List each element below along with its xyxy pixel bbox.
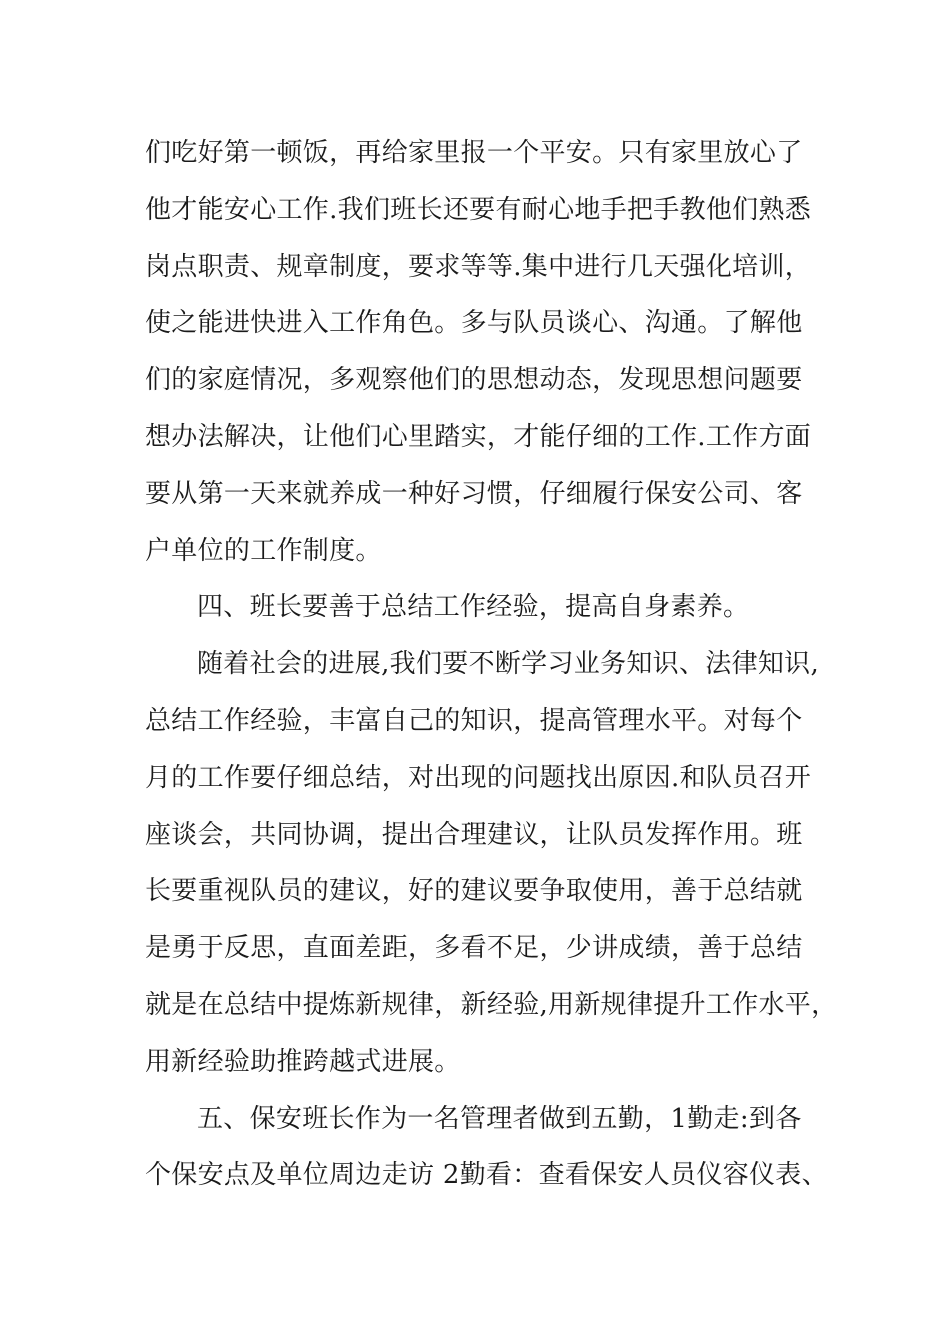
text-line: 是勇于反思，直面差距，多看不足，少讲成绩，善于总结 <box>145 933 803 964</box>
text-line: 座谈会，共同协调，提出合理建议，让队员发挥作用。班 <box>145 819 803 850</box>
text-line: 们的家庭情况，多观察他们的思想动态，发现思想问题要 <box>145 365 803 396</box>
text-line: 长要重视队员的建议，好的建议要争取使用，善于总结就 <box>145 876 803 907</box>
text-line: 岗点职责、规章制度，要求等等.集中进行几天强化培训， <box>145 251 812 282</box>
text-line: 月的工作要仔细总结，对出现的问题找出原因.和队员召开 <box>145 762 812 793</box>
body-text <box>145 125 838 1204</box>
text-line: 总结工作经验，丰富自己的知识，提高管理水平。对每个 <box>145 705 803 736</box>
text-line: 使之能进快进入工作角色。多与队员谈心、沟通。了解他 <box>145 308 803 339</box>
text-line: 个保安点及单位周边走访 2勤看：查看保安人员仪容仪表、 <box>145 1160 828 1191</box>
section-heading: 四、班长要善于总结工作经验，提高自身素养。 <box>197 592 750 623</box>
text-line: 就是在总结中提炼新规律，新经验,用新规律提升工作水平， <box>145 989 838 1020</box>
text-line: 用新经验助推跨越式进展。 <box>145 1046 461 1077</box>
text-line: 户单位的工作制度。 <box>145 535 382 566</box>
text-line: 们吃好第一顿饭，再给家里报一个平安。只有家里放心了 <box>145 138 803 168</box>
text-line: 要从第一天来就养成一种好习惯，仔细履行保安公司、客 <box>145 478 803 509</box>
text-line: 想办法解决，让他们心里踏实，才能仔细的工作.工作方面 <box>145 421 812 452</box>
text-line: 随着社会的进展,我们要不断学习业务知识、法律知识, <box>197 649 820 680</box>
text-line: 他才能安心工作.我们班长还要有耐心地手把手教他们熟悉 <box>145 194 812 225</box>
section-heading: 五、保安班长作为一名管理者做到五勤，1勤走:到各 <box>197 1103 802 1134</box>
